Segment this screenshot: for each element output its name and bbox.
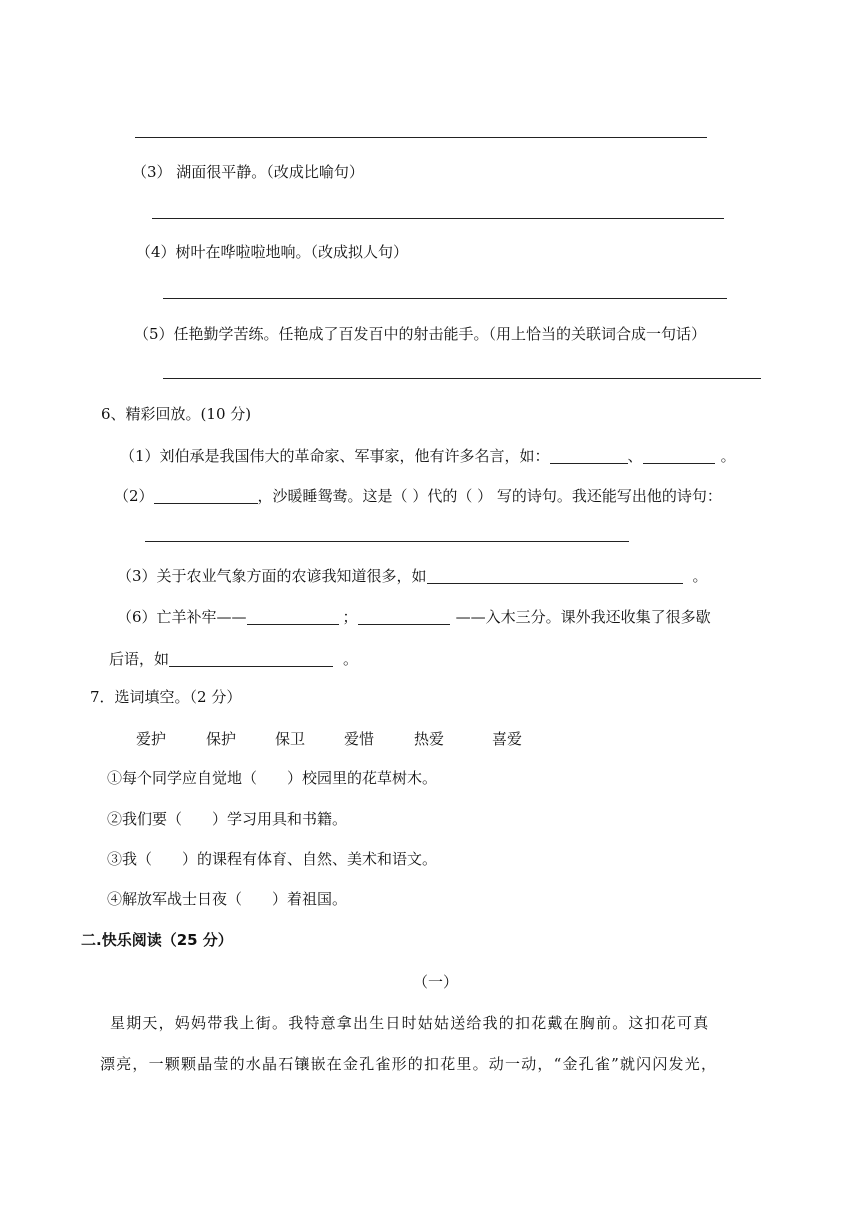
answer-line-2[interactable] xyxy=(135,137,707,138)
semicolon: ； xyxy=(342,608,358,626)
question-7-2: ②我们要（ ）学习用具和书籍。 xyxy=(107,810,348,828)
question-6-6 xyxy=(117,606,711,627)
question-7-3: ③我（ ）的课程有体育、自然、美术和语文。 xyxy=(107,850,438,868)
question-6-6-text-2: ——入木三分。课外我还收集了很多歇 xyxy=(455,608,711,626)
answer-line-4[interactable] xyxy=(163,298,727,299)
word-option: 爱惜 xyxy=(344,730,375,748)
question-7-title: 7．选词填空。（2 分） xyxy=(90,688,242,706)
word-bank xyxy=(136,728,522,749)
question-6-1-text: （1）刘伯承是我国伟大的革命家、军事家，他有许多名言，如： xyxy=(120,447,550,465)
blank-6-6-b[interactable] xyxy=(358,609,450,625)
end-mark: 。 xyxy=(720,447,736,465)
end-mark: 。 xyxy=(343,650,359,668)
question-4: （4）树叶在哗啦啦地响。（改成拟人句） xyxy=(136,243,409,261)
passage-number: （一） xyxy=(413,973,459,991)
separator: 、 xyxy=(627,447,643,465)
word-option: 喜爱 xyxy=(492,730,523,748)
blank-6-6-a[interactable] xyxy=(247,609,339,625)
question-6-6-text-3: 后语，如 xyxy=(109,650,170,668)
question-6-2 xyxy=(114,485,722,506)
question-3: （3） 湖面很平静。（改成比喻句） xyxy=(132,163,364,181)
blank-6-3[interactable] xyxy=(427,568,683,584)
blank-6-1-a[interactable] xyxy=(550,448,628,464)
answer-line-6-2[interactable] xyxy=(145,541,629,542)
answer-line-3[interactable] xyxy=(152,218,724,219)
word-option: 保护 xyxy=(206,730,237,748)
answer-line-5[interactable] xyxy=(163,378,761,379)
question-7-1: ①每个同学应自觉地（ ）校园里的花草树木。 xyxy=(107,769,438,787)
question-6-1 xyxy=(120,445,736,466)
passage-line-1: 星期天，妈妈带我上街。我特意拿出生日时姑姑送给我的扣花戴在胸前。这扣花可真 xyxy=(110,1014,710,1032)
section-2-title: 二.快乐阅读（25 分） xyxy=(81,931,233,949)
question-6-3-text: （3）关于农业气象方面的农谚我知道很多，如 xyxy=(117,567,427,585)
word-option: 爱护 xyxy=(136,730,167,748)
question-6-2-prefix: （2） xyxy=(114,487,154,505)
question-5: （5）任艳勤学苦练。任艳成了百发百中的射击能手。（用上恰当的关联词合成一句话） xyxy=(134,325,707,343)
passage-line-2: 漂亮，一颗颗晶莹的水晶石镶嵌在金孔雀形的扣花里。动一动，“金孔雀”就闪闪发光， xyxy=(100,1055,718,1073)
question-6-6-cont xyxy=(109,648,358,669)
blank-6-2-a[interactable] xyxy=(154,488,258,504)
question-6-title: 6、精彩回放。(10 分) xyxy=(101,405,252,423)
word-option: 热爱 xyxy=(414,730,445,748)
blank-6-1-b[interactable] xyxy=(643,448,715,464)
end-mark: 。 xyxy=(692,567,708,585)
question-6-6-text: （6）亡羊补牢—— xyxy=(117,608,247,626)
question-6-3 xyxy=(117,565,708,586)
question-6-2-text: ，沙暖睡鸳鸯。这是（ ）代的（ ） 写的诗句。我还能写出他的诗句： xyxy=(257,487,722,505)
blank-6-6-c[interactable] xyxy=(169,651,333,667)
question-7-4: ④解放军战士日夜（ ）着祖国。 xyxy=(107,890,348,908)
word-option: 保卫 xyxy=(275,730,306,748)
